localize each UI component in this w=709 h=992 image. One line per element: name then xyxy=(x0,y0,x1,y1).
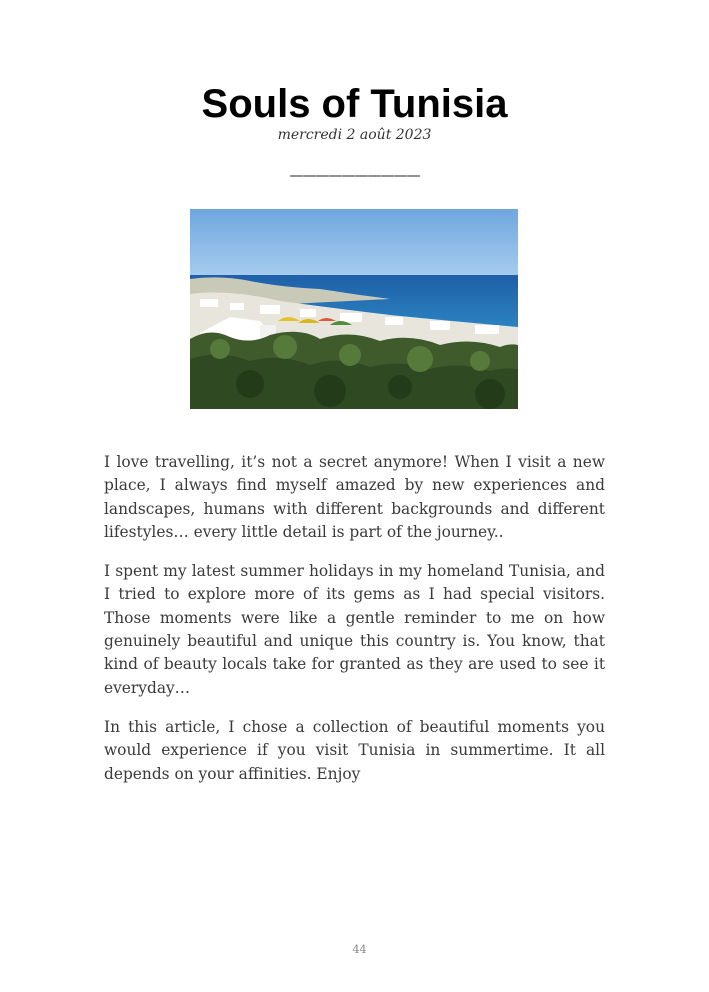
article-title: Souls of Tunisia xyxy=(201,82,508,126)
body-paragraph-1: I love travelling, it’s not a secret anymore! When I visit a new place, I always find myself amazed by new experiences and landscapes, humans with different backgrounds and different lifestyles… every little detail is part of the journey.. xyxy=(104,453,605,541)
body-paragraph-2: I spent my latest summer holidays in my homeland Tunisia, and I tried to explore more of its gems as I had special visitors. Those moments were like a gentle reminder to me on how genuinely beautiful and unique this country is. You know, that kind of beauty locals take for granted as they are used to see it everyday… xyxy=(104,562,605,697)
article-date: mercredi 2 août 2023 xyxy=(277,127,432,143)
coastal-landscape-photo xyxy=(190,209,518,409)
article-body xyxy=(104,451,605,802)
body-paragraph-3: In this article, I chose a collection of beautiful moments you would experience if you visit Tunisia in summertime. It all depends on your affinities. Enjoy xyxy=(104,717,605,783)
title-divider: —————————— xyxy=(289,168,420,184)
page-number: 44 xyxy=(352,943,367,956)
